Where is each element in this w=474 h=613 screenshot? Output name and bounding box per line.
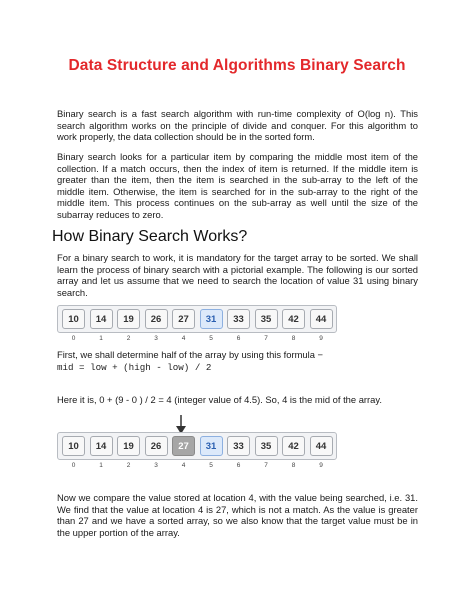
array-index-label: 0 (71, 335, 76, 342)
array-cell: 10 (62, 436, 85, 456)
array-index-label: 2 (126, 462, 131, 469)
array-cell: 19 (117, 309, 140, 329)
section-heading: How Binary Search Works? (52, 228, 248, 245)
array-index-label: 1 (99, 462, 103, 469)
array-index-label: 3 (154, 335, 158, 342)
array-cell: 44 (310, 309, 333, 329)
intro-paragraph-2: Binary search looks for a particular item by comparing the middle most item of the collection. If a match occurs, then the index of item is returned. If the middle item is greater than the item, then the item is searched in the sub-array to the left of the middle item. Otherwise, the item is searched for in the sub-array to the right of the middle item. This process continues on the sub-array as well until the size of the subarray reduces to zero. (57, 151, 418, 220)
array-index-label: 4 (181, 335, 186, 342)
array-index-label: 5 (209, 462, 213, 469)
array-index-label: 5 (209, 335, 213, 342)
array-index-label: 4 (181, 462, 186, 469)
works-paragraph: For a binary search to work, it is mandatory for the target array to be sorted. We shall learn the process of binary search with a pictorial example. The following is our sorted array and let us assume that we need to search the location of value 31 using binary search. (57, 252, 418, 298)
array-index-label: 9 (319, 462, 323, 469)
array-cell: 35 (255, 436, 278, 456)
array-index-label: 7 (264, 462, 268, 469)
array-cell: 33 (227, 309, 250, 329)
array-index-label: 6 (236, 462, 241, 469)
array-cell: 44 (310, 436, 333, 456)
array-index-label: 6 (236, 335, 241, 342)
array-index-label: 0 (71, 462, 76, 469)
array-diagram-1 (57, 305, 337, 333)
array-cell: 26 (145, 309, 168, 329)
array-cell: 26 (145, 436, 168, 456)
array-cell: 27 (172, 436, 195, 456)
array-cell: 35 (255, 309, 278, 329)
array-cell: 10 (62, 309, 85, 329)
array-index-label: 9 (319, 335, 323, 342)
array-diagram-2 (57, 432, 337, 460)
array-cell: 31 (200, 309, 223, 329)
array-cell: 14 (90, 309, 113, 329)
array-cell: 14 (90, 436, 113, 456)
mid-sentence: Here it is, 0 + (9 - 0 ) / 2 = 4 (integer value of 4.5). So, 4 is the mid of the array. (57, 394, 382, 405)
array-cell: 42 (282, 436, 305, 456)
array-index-label: 8 (291, 335, 296, 342)
compare-paragraph: Now we compare the value stored at location 4, with the value being searched, i.e. 31. We find that the value at location 4 is 27, which is not a match. As the value is greater than 27 and we have a sorted array, so we also know that the target value must be in the upper portion of the array. (57, 492, 418, 538)
array-cell: 42 (282, 309, 305, 329)
array-cell: 19 (117, 436, 140, 456)
array-cell: 33 (227, 436, 250, 456)
mid-formula: mid = low + (high - low) / 2 (57, 362, 212, 373)
half-sentence: First, we shall determine half of the array by using this formula − (57, 349, 324, 360)
array-index-label: 3 (154, 462, 158, 469)
page-title: Data Structure and Algorithms Binary Search (68, 57, 406, 74)
array-index-label: 8 (291, 462, 296, 469)
array-index-label: 2 (126, 335, 131, 342)
array-index-label: 7 (264, 335, 268, 342)
intro-paragraph-1: Binary search is a fast search algorithm with run-time complexity of Ο(log n). This search algorithm works on the principle of divide and conquer. For this algorithm to work properly, the data collection should be in the sorted form. (57, 108, 418, 142)
array-cell: 27 (172, 309, 195, 329)
array-cell: 31 (200, 436, 223, 456)
array-index-label: 1 (99, 335, 103, 342)
